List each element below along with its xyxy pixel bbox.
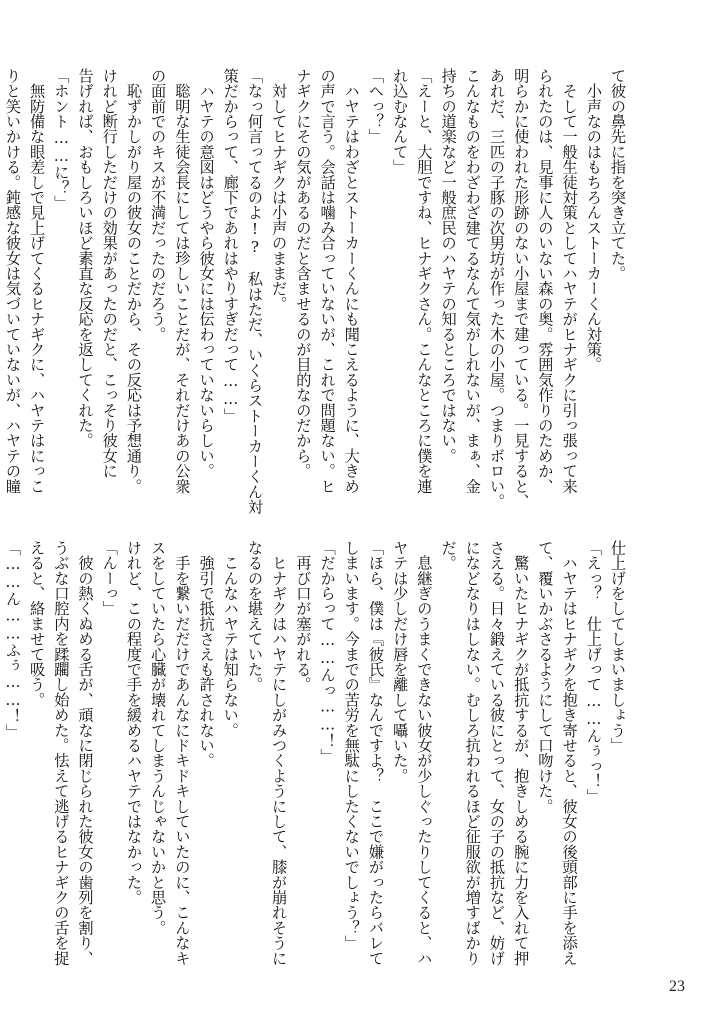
text-column: けれど断行しただけの効果があったのだと、こっそり彼女に <box>100 68 119 479</box>
text-column: しまいます。今までの苦労を無駄にしたくないでしょう？」 <box>342 540 361 951</box>
text-column: 「へっ？」 <box>366 68 385 144</box>
text-column: 策だからって、廊下であれはやりすぎだって……」 <box>221 68 240 424</box>
text-column: スをしていたら心臓が壊れてしまうんじゃないかと思う。 <box>149 540 168 936</box>
text-column: ナギクにその気があるのだと含ませるのが目的なのだから。 <box>294 68 313 479</box>
text-column: 彼の熱くぬめる舌が、頑なに閉じられた彼女の歯列を割り、 <box>76 540 95 966</box>
text-column: 「えっ？ 仕上げって……んぅっ！」 <box>584 540 603 804</box>
text-column: こんなものをわざわざ建てるなんて気がしれないが、まぁ、金 <box>463 68 482 494</box>
text-column: になどなりはしない。むしろ抗われるほど征服欲が増すばかり <box>463 540 482 966</box>
text-column: の声で言う。会話は噛み合っていないが、これで問題ない。ヒ <box>318 68 337 494</box>
text-column: 聡明な生徒会長にしては珍しいことだが、それだけあの公衆 <box>173 68 192 494</box>
text-column: 恥ずかしがり屋の彼女のことだから、その反応は予想通り。 <box>124 68 143 494</box>
text-column: られたのは、見事に人のいない森の奥。雰囲気作りのためか、 <box>536 68 555 494</box>
text-column: そして一般生徒対策としてハヤテがヒナギクに引っ張って来 <box>560 68 579 494</box>
text-column: 告げれば、おもしろいほど素直な反応を返してくれた。 <box>76 68 95 448</box>
text-column: 小声なのはもちろんストーカーくん対策。 <box>584 68 603 372</box>
text-column: さえる。日々鍛えている彼にとって、女の子の抵抗など、妨げ <box>487 540 506 966</box>
text-column: 無防備な眼差しで見上げてくるヒナギクに、ハヤテはにっこ <box>28 68 47 494</box>
text-column: 「んーっ」 <box>100 540 119 616</box>
lower-text-block <box>3 540 630 966</box>
text-column: ハヤテはヒナギクを抱き寄せると、彼女の後頭部に手を添え <box>560 540 579 966</box>
text-column: なるのを堪えていた。 <box>245 540 264 692</box>
text-column: 明らかに使われた形跡のない小屋まで建っている。一見すると、 <box>512 68 531 509</box>
text-column: て彼の鼻先に指を突き立てた。 <box>609 68 627 281</box>
text-column <box>0 540 1 940</box>
text-column: 「えーと、大胆ですね、ヒナギクさん。こんなところに僕を連 <box>415 68 434 494</box>
text-column: 持ちの道楽など一般庶民のハヤテの知るところではない。 <box>439 68 458 464</box>
text-column: 強引で抵抗さえも許されない。 <box>197 540 216 768</box>
text-column: だ。 <box>439 540 458 571</box>
text-column: の面前でのキスが不満だったのだろう。 <box>149 68 168 342</box>
text-column: 驚いたヒナギクが抵抗するが、抱きしめる腕に力を入れて押 <box>512 540 531 966</box>
text-column: 「……ん……ふぅ……！」 <box>3 540 22 740</box>
text-column: 「なっ何言ってるのよ!? 私はただ、いくらストーカーくん対 <box>245 68 264 515</box>
text-column: 「ほら、僕は『彼氏』なんですよ？ ここで嫌がったらバレて <box>366 540 385 966</box>
text-column: こんなハヤテは知らない。 <box>221 540 240 738</box>
text-column: 仕上げをしてしまいましょう」 <box>609 540 627 753</box>
text-column: 再び口が塞がれる。 <box>294 540 313 692</box>
text-column: あれだ、三匹の子豚の次男坊が作った木の小屋。つまりボロい。 <box>487 68 506 509</box>
text-column: けれど、この程度で手を緩めるハヤテではなかった。 <box>124 540 143 905</box>
text-column: ハヤテの意図はどうやら彼女には伝わっていないらしい。 <box>197 68 216 479</box>
text-column: りと笑いかける。鈍感な彼女は気づいていないが、ハヤテの瞳 <box>3 68 22 494</box>
text-column: 「ホント……に？」 <box>52 68 71 211</box>
text-column: 「だからって……んっ……！」 <box>318 540 337 764</box>
text-column: 対してヒナギクは小声のままだ。 <box>270 68 289 312</box>
upper-text-block <box>3 68 630 515</box>
text-column: ヒナギクはハヤテにしがみつくようにして、膝が崩れそうに <box>270 540 289 966</box>
text-column: ヤテは少しだけ唇を離して囁いた。 <box>391 540 410 784</box>
page-number: 23 <box>669 978 685 995</box>
text-column: えると、絡ませて吸う。 <box>28 540 47 708</box>
text-column: ハヤテはわざとストーカーくんにも聞こえるように、大きめ <box>342 68 361 494</box>
text-column: て、覆いかぶさるようにして口吻けた。 <box>536 540 555 814</box>
text-column: 息継ぎのうまくできない彼女が少しぐったりしてくると、ハ <box>415 540 434 966</box>
text-column: 手を繋いだだけであんなにドキドキしていたのに、こんなキ <box>173 540 192 966</box>
text-column: れ込むなんて」 <box>391 68 410 175</box>
text-column: うぶな口腔内を蹂躙し始めた。怯えて逃げるヒナギクの舌を捉 <box>52 540 71 966</box>
